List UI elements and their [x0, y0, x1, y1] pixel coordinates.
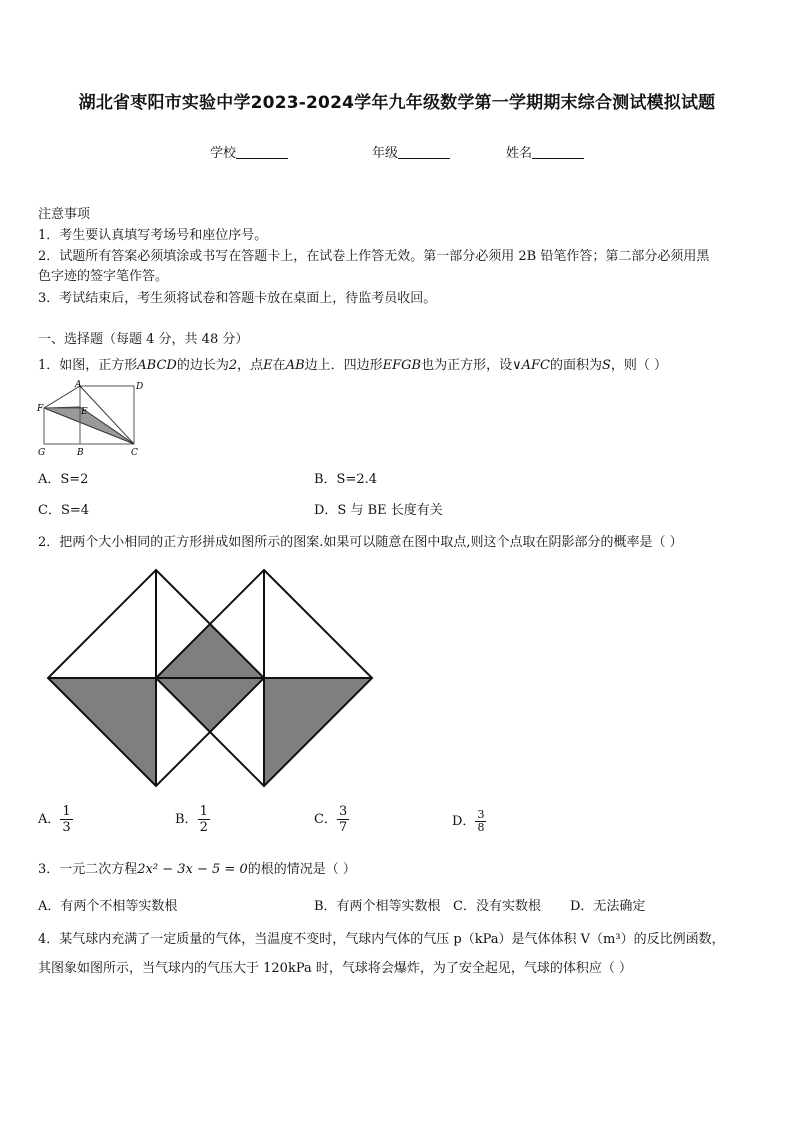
q2-option-fraction — [475, 809, 486, 834]
q1-number: 1． — [38, 358, 60, 373]
q1-math: E — [263, 358, 273, 373]
q3-equation: 2x² − 3x − 5 = 0 — [137, 862, 248, 877]
q1-figure — [36, 378, 148, 458]
notes-item-2-cont: 色字迹的签字笔作答。 — [38, 269, 169, 284]
q1-math: S — [602, 358, 611, 373]
grade-blank — [398, 145, 450, 159]
q1-option-c[interactable]: C．S=4 — [38, 503, 90, 518]
q3-option-b[interactable]: B．有两个相等实数根 — [314, 899, 441, 914]
q1-shaded-triangle — [44, 407, 134, 444]
q2-fraction-numerator: 1 — [199, 804, 208, 819]
notes-item-1: 1．考生要认真填写考场号和座位序号。 — [38, 228, 268, 243]
grade-label: 年级 — [372, 146, 399, 161]
grade-field — [372, 142, 450, 161]
q1-text: ，点 — [237, 358, 264, 373]
q2-option-label: C． — [314, 812, 337, 827]
q1-label-a: A — [75, 380, 82, 390]
q4-stem-line-1: 4．某气球内充满了一定质量的气体，当温度不变时，气球内气体的气压 p（kPa）是气体体积 V（m³）的反比例函数， — [38, 932, 725, 947]
q3-suffix: 的根的情况是（ ） — [247, 862, 356, 877]
q1-option-d[interactable]: D．S 与 BE 长度有关 — [314, 503, 443, 518]
q1-math: 2 — [228, 358, 238, 373]
q2-option-label: B． — [175, 812, 198, 827]
section-heading: 一、选择题（每题 4 分，共 48 分） — [38, 332, 249, 347]
q2-stem: 2．把两个大小相同的正方形拼成如图所示的图案.如果可以随意在图中取点,则这个点取在阴影部分的概率是（ ） — [38, 535, 683, 550]
q2-fraction-numerator: 1 — [62, 804, 71, 819]
q3-option-a[interactable]: A．有两个不相等实数根 — [38, 899, 178, 914]
q1-math: ∨AFC — [512, 358, 550, 373]
q1-stem — [38, 354, 667, 373]
school-field — [210, 142, 288, 161]
q2-shaded-regions — [48, 624, 372, 786]
q2-figure — [46, 568, 378, 788]
q1-text: 边上．四边形 — [304, 358, 383, 373]
q2-fraction-numerator: 3 — [338, 804, 348, 819]
q1-label-c: C — [131, 448, 138, 458]
q1-label-d: D — [136, 382, 144, 392]
q2-fraction-denominator: 7 — [338, 820, 348, 835]
q2-fraction-denominator: 8 — [477, 821, 485, 834]
q3-prefix: 3．一元二次方程 — [38, 862, 138, 877]
q2-fraction-denominator: 2 — [199, 820, 208, 835]
q1-text: ，则（ ） — [610, 358, 668, 373]
notes-heading: 注意事项 — [38, 207, 91, 222]
school-blank — [236, 145, 288, 159]
q2-option-c[interactable] — [314, 804, 349, 835]
q1-option-b[interactable]: B．S=2.4 — [314, 472, 378, 487]
q2-fraction-numerator: 3 — [477, 808, 485, 821]
school-label: 学校 — [210, 146, 237, 161]
q2-option-a[interactable] — [38, 804, 73, 835]
q1-math: AB — [285, 358, 305, 373]
q3-stem — [38, 858, 356, 877]
q2-fraction-denominator: 3 — [62, 820, 71, 835]
q1-label-e: E — [81, 407, 88, 417]
q1-text: 如图，正方形 — [59, 358, 138, 373]
name-label: 姓名 — [506, 146, 533, 161]
q2-option-fraction — [198, 804, 210, 835]
q2-option-fraction — [337, 804, 349, 835]
q1-text: 也为正方形，设 — [421, 358, 513, 373]
page-title: 湖北省枣阳市实验中学2023-2024学年九年级数学第一学期期末综合测试模拟试题 — [78, 93, 716, 113]
q1-label-f: F — [37, 404, 44, 414]
q2-option-label: D． — [452, 814, 476, 829]
q1-text: 在 — [272, 358, 286, 373]
q1-text: 的边长为 — [176, 358, 229, 373]
q2-option-d[interactable] — [452, 809, 486, 834]
name-blank — [532, 145, 584, 159]
notes-item-2: 2．试题所有答案必须填涂或书写在答题卡上，在试卷上作答无效。第一部分必须用 2B 铅笔作答；第二部分必须用黑 — [38, 249, 710, 264]
q4-stem-line-2: 其图象如图所示，当气球内的气压大于 120kPa 时，气球将会爆炸，为了安全起见，气球的体积应（ ） — [38, 961, 633, 976]
q2-option-fraction — [60, 804, 72, 835]
q3-option-d[interactable]: D．无法确定 — [570, 899, 646, 914]
notes-item-3: 3．考试结束后，考生须将试卷和答题卡放在桌面上，待监考员收回。 — [38, 291, 437, 306]
q1-text: 的面积为 — [550, 358, 603, 373]
q1-math: ABCD — [137, 358, 177, 373]
q1-label-b: B — [77, 448, 84, 458]
q1-option-a[interactable]: A．S=2 — [38, 472, 89, 487]
q1-label-g: G — [38, 448, 46, 458]
name-field — [506, 142, 584, 161]
q3-option-c[interactable]: C．没有实数根 — [453, 899, 541, 914]
q1-math: EFGB — [382, 358, 422, 373]
q2-option-label: A． — [38, 812, 61, 827]
q2-outlines — [48, 570, 372, 786]
q2-option-b[interactable] — [175, 804, 210, 835]
